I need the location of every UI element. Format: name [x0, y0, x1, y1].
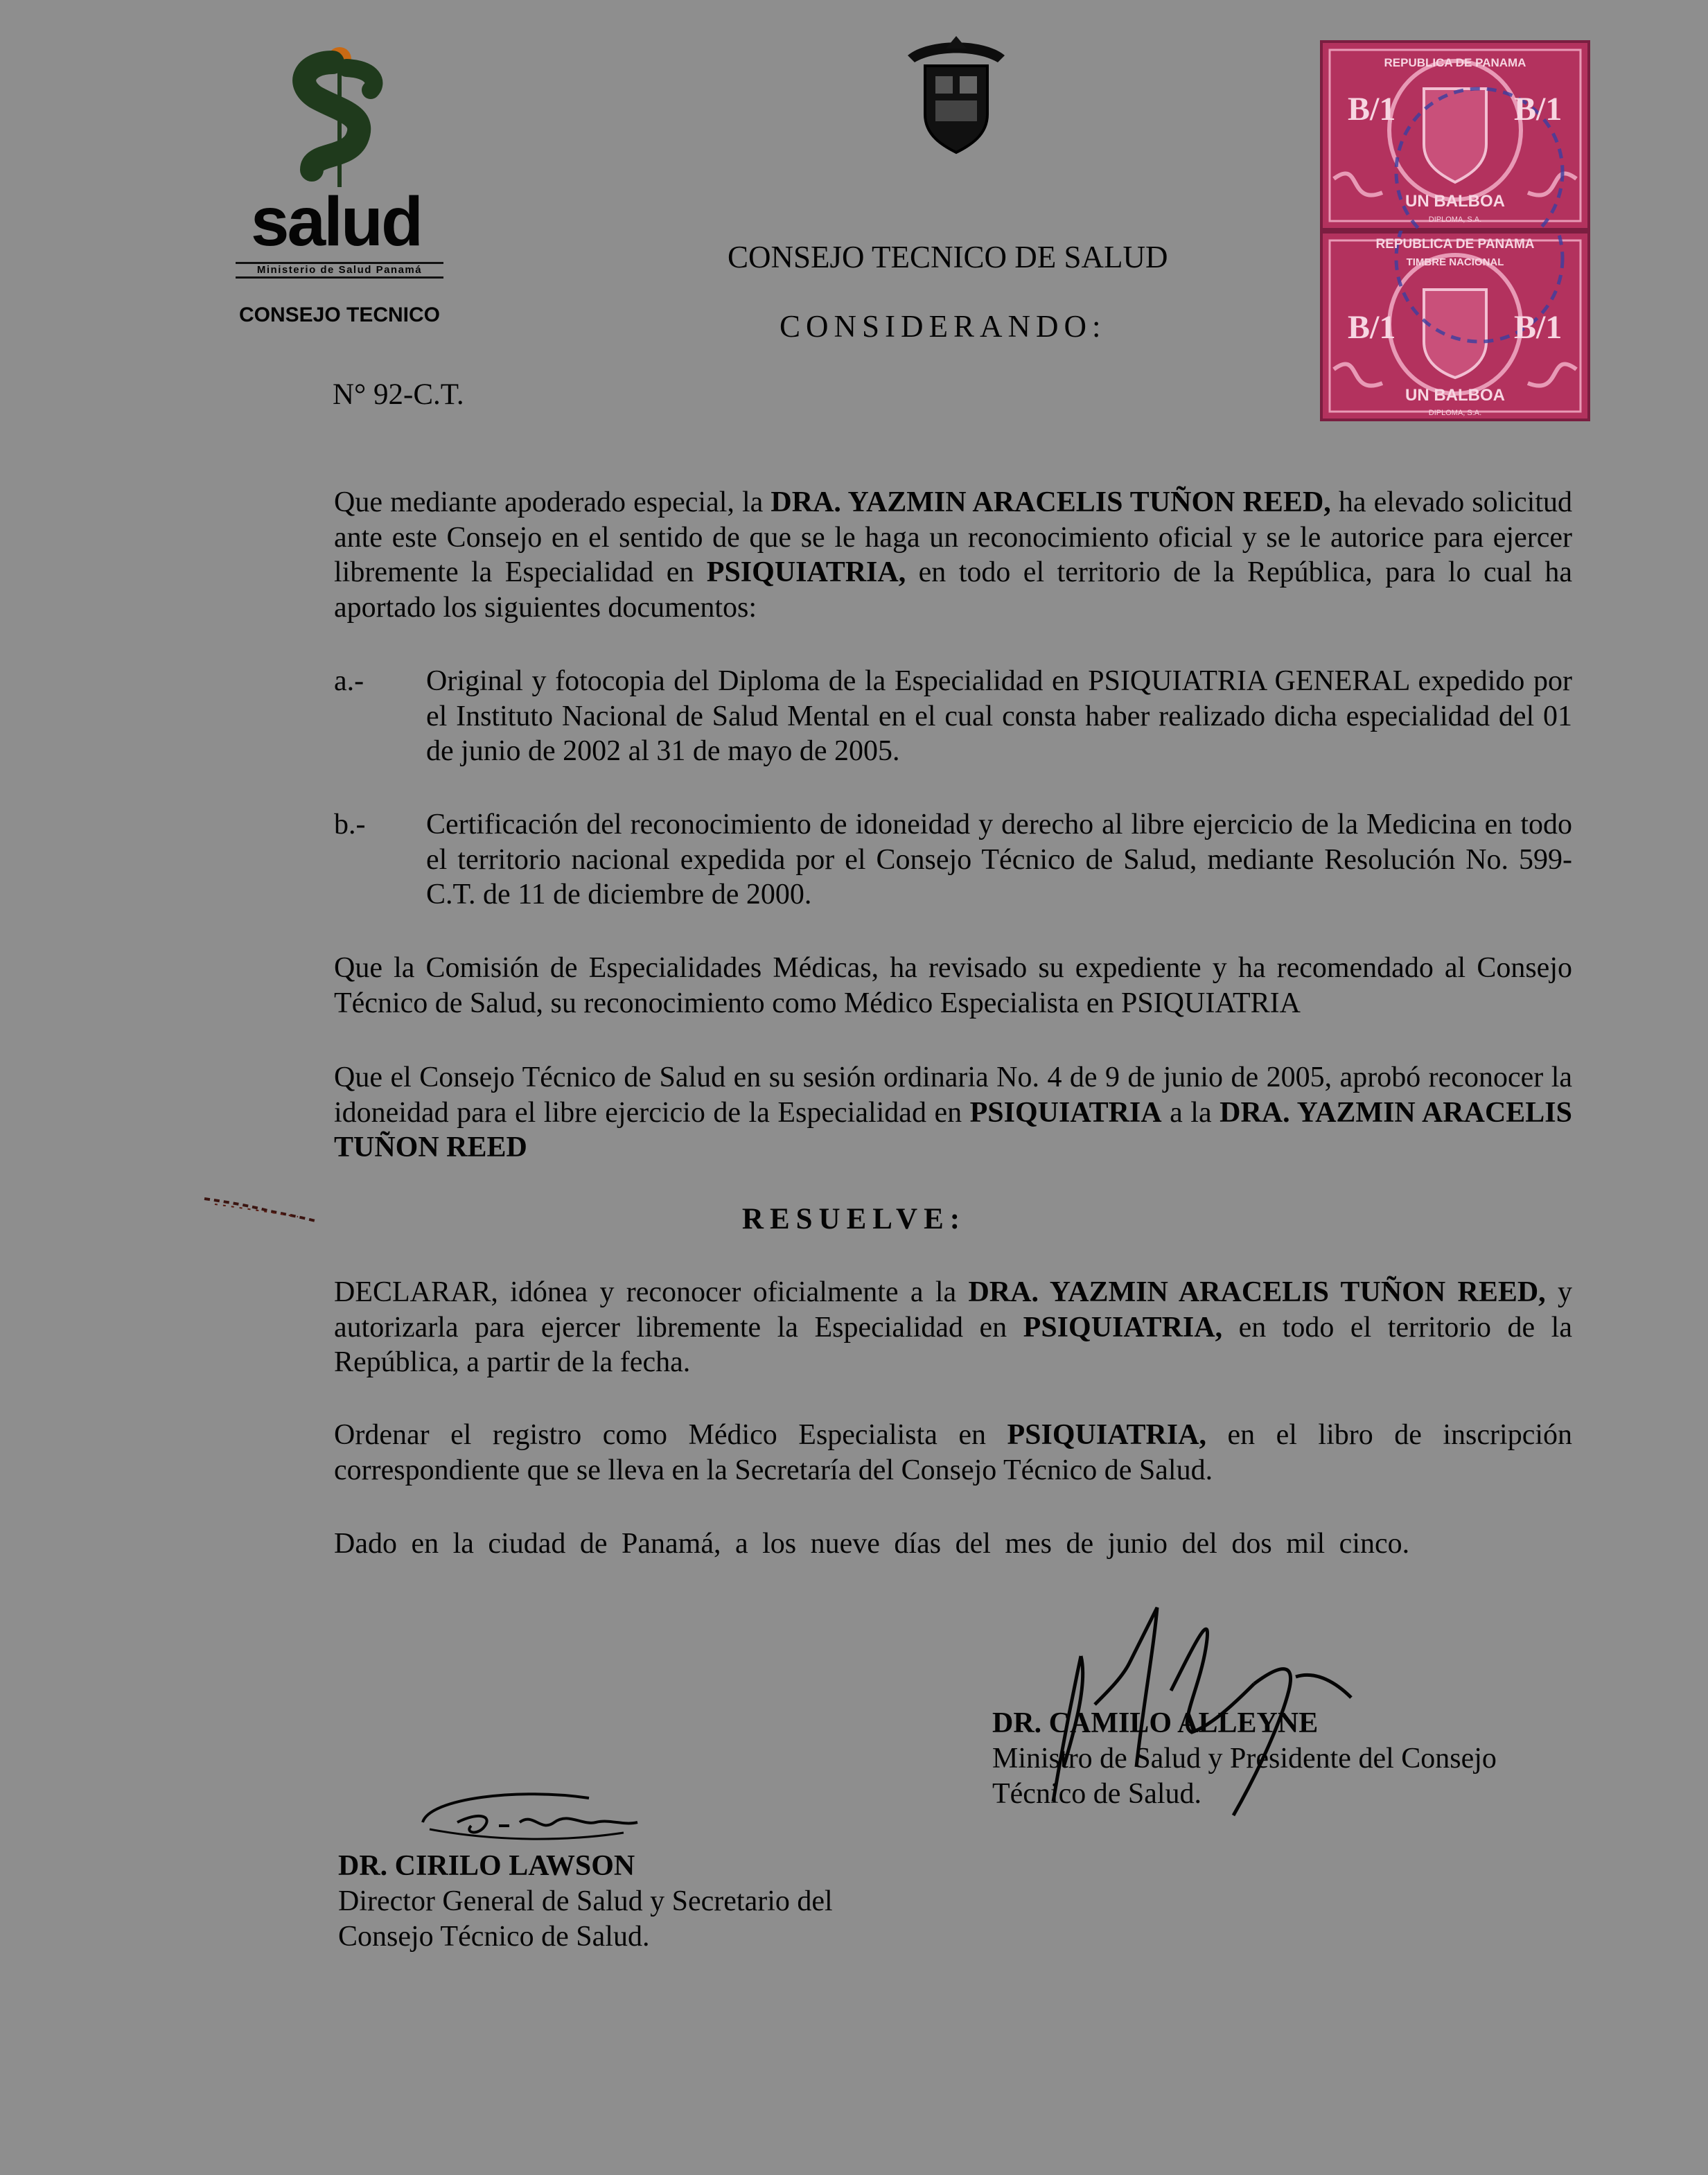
text-span: Que el Consejo Técnico de Salud en su sesión ordinaria No. 4 de 9 de junio de 2005, aprobó reconocer la idoneidad para el libre ejercicio de la Especialidad en: [334, 1062, 1572, 1129]
text-span: en todo el territorio de la República, a partir de la fecha.: [334, 1311, 1572, 1378]
ministry-logo: [229, 42, 450, 333]
item-b-label: b.-: [334, 809, 366, 840]
text-span: en el libro de inscripción correspondiente que se lleva en la Secretaría del Consejo Técnico de Salud.: [334, 1419, 1573, 1486]
logo-unit: CONSEJO TECNICO: [238, 303, 441, 326]
text-span: Que mediante apoderado especial, la: [334, 486, 771, 518]
signer-name: DR. CAMILO ALLEYNE: [992, 1707, 1319, 1739]
text-span: DECLARAR, idónea y reconocer oficialmente a la: [334, 1276, 969, 1308]
item-b-text: Certificación del reconocimiento de idoneidad y derecho al libre ejercicio de la Medicina en todo el territorio nacional expedida por el Consejo Técnico de Salud, mediante Resolución No. 599-C.T. de 11 de diciembre de 2000.: [426, 809, 1572, 910]
specialty-name: PSIQUIATRIA: [969, 1096, 1162, 1129]
signer-name: DR. CIRILO LAWSON: [338, 1850, 635, 1882]
signer-title-line2: Técnico de Salud.: [992, 1778, 1202, 1810]
doctor-name: DRA. YAZMIN ARACELIS TUÑON REED,: [771, 486, 1331, 518]
resolution-number: N° 92-C.T.: [333, 378, 464, 411]
doctor-name: DRA. YAZMIN ARACELIS TUÑON REED: [334, 1096, 1573, 1163]
signer-title-line1: Director General de Salud y Secretario del: [338, 1885, 833, 1917]
signature-block-minister: [992, 1706, 1497, 1812]
specialty-name: PSIQUIATRIA,: [1023, 1311, 1223, 1344]
stamp-subtitle: TIMBRE NACIONAL: [1406, 256, 1504, 268]
specialty-name: PSIQUIATRIA,: [1007, 1419, 1206, 1451]
council-heading: CONSEJO TECNICO DE SALUD: [728, 240, 1168, 274]
text-span: y autorizarla para ejercer libremente la Especialidad en: [334, 1276, 1573, 1344]
doctor-name: DRA. YAZMIN ARACELIS TUÑON REED,: [968, 1276, 1546, 1308]
caduceus-snake-icon: [229, 42, 450, 191]
stamp-value-right: B/1: [1514, 309, 1562, 346]
signature-block-director: [338, 1849, 833, 1955]
logo-ministry: Ministerio de Salud Panamá: [236, 262, 443, 279]
resuelve-heading: RESUELVE:: [741, 1203, 967, 1235]
stamp-printer: DIPLOMA, S.A.: [1428, 409, 1482, 417]
stamp-value-left: B/1: [1348, 91, 1396, 127]
item-a-text: Original y fotocopia del Diploma de la Especialidad en PSIQUIATRIA GENERAL expedido por el Instituto Nacional de Salud Mental en el cual consta haber realizado dicha especialidad del 01 de junio de 2002 al 31 de mayo de 2005.: [426, 665, 1572, 767]
signer-title-line1: Ministro de Salud y Presidente del Consejo: [992, 1743, 1497, 1775]
paragraph-declarar: [334, 1275, 1572, 1380]
text-span: en todo el territorio de la República, para lo cual ha aportado los siguientes documentos:: [334, 556, 1572, 624]
paragraph-ordenar: [334, 1418, 1572, 1488]
stamp-value-right: B/1: [1514, 91, 1562, 127]
specialty-name: PSIQUIATRIA,: [706, 556, 906, 588]
stamp-republic: REPUBLICA DE PANAMA: [1375, 237, 1535, 252]
paragraph-commission: Que la Comisión de Especialidades Médicas, ha revisado su expediente y ha recomendado al Consejo Técnico de Salud, su reconocimiento como Médico Especialista en PSIQUIATRIA: [334, 952, 1572, 1019]
stamp-value-left: B/1: [1348, 309, 1396, 346]
signature-director-icon: [416, 1784, 644, 1853]
text-span: a la: [1161, 1096, 1220, 1129]
text-span: ha elevado solicitud ante este Consejo en el sentido de que se le haga un reconocimiento oficial y se le autorice para ejercer libremente la Especialidad en: [334, 486, 1573, 588]
paragraph-dado: Dado en la ciudad de Panamá, a los nueve días del mes de junio del dos mil cinco.: [334, 1528, 1410, 1560]
stamp-amount: UN BALBOA: [1405, 192, 1505, 211]
stamp-republic: REPUBLICA DE PANAMA: [1384, 56, 1526, 69]
stamp-printer: DIPLOMA, S.A.: [1428, 215, 1482, 224]
signer-title-line2: Consejo Técnico de Salud.: [338, 1921, 650, 1953]
fiscal-stamp-bottom: [1320, 231, 1590, 421]
considerando-heading: CONSIDERANDO:: [780, 309, 1107, 344]
logo-brand: salud: [250, 183, 422, 261]
coat-of-arms-icon: [901, 35, 1012, 156]
fiscal-stamp-top: [1320, 40, 1590, 231]
paragraph-request: [334, 485, 1572, 625]
paragraph-approval: [334, 1060, 1572, 1165]
text-span: Ordenar el registro como Médico Especialista en: [334, 1419, 1007, 1451]
item-a-label: a.-: [334, 665, 364, 697]
stamp-amount: UN BALBOA: [1405, 386, 1505, 405]
